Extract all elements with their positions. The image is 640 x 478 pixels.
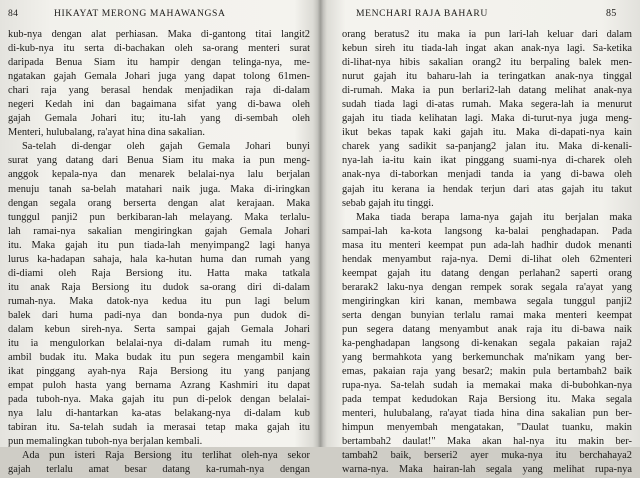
text-line: charek yang sadikit sa-panjang2 jalan itu. Maka di-kenali- xyxy=(342,141,632,153)
text-line: di-lihat-nya hibis sakalian orang2 itu berpaling balek men- xyxy=(342,57,632,69)
text-line: rumah-nya. Maka datok-nya kedua itu pun lagi belum xyxy=(8,295,310,307)
text-line: Menteri, hulubalang, ra'ayat hina dina sakalian. xyxy=(8,127,205,139)
text-line: surat yang datang dari Benua Siam itu maka ia pun meng- xyxy=(8,155,310,167)
text-line: ikat pinggang ayah-nya Raja Bersiong itu yang panjang xyxy=(8,366,310,378)
text-line: emas, pakaian raja yang besar2; makin pula bertambah2 baik xyxy=(342,366,632,378)
text-line: pun memalingkan tuboh-nya berjalan kembali. xyxy=(8,436,203,448)
text-line: yang bermahkota yang berkemunchak ma'nikam yang ber- xyxy=(342,352,632,364)
text-line: dengan segala orang berserta dengan alat kerajaan. Maka xyxy=(8,197,310,209)
text-line: sebab gajah itu tinggi. xyxy=(342,197,434,209)
text-line: balek dari huma padi-nya dan bonda-nya pun dudok di- xyxy=(8,309,310,321)
text-line: tabiran itu. Sa-telah sudah ia merasai tetap maka gajah itu xyxy=(8,422,310,434)
text-line: itu ia mengulorkan belalai-nya di-dalam rumah itu meng- xyxy=(8,338,310,350)
text-line: pun segera datang menyambut anak raja itu di-bawa naik xyxy=(342,323,632,335)
text-line: Sa-telah di-dengar oleh gajah Gemala Johari bunyi xyxy=(22,141,310,153)
text-line: ambil budak itu. Maka budak itu pun segera mengambil kain xyxy=(8,352,310,364)
text-line: chari raja yang berasal hendak menjadikan raja di-dalam xyxy=(8,85,310,97)
left-running-title: HIKAYAT MERONG MAHAWANGSA xyxy=(54,8,226,19)
text-line: empat puloh hasta yang bernama Azrang Kashmiri itu dapat xyxy=(8,380,310,392)
text-line: lurus ka-hadapan sahaja, hala ka-hutan huma dan rumah yang xyxy=(8,253,310,265)
text-line: berarak2 laku-nya dengan rempek sorak segala ra'ayat yang xyxy=(342,281,632,293)
text-line: gajah itu kerana ia hendak terjun dari atas gajah itu takut xyxy=(342,183,632,195)
text-line: bertambah2 daulat!" Maka akan hal-nya itu makin ber- xyxy=(342,436,632,448)
text-line: gajah Gemala Johari itu; itu-lah yang di-sembah oleh xyxy=(8,113,310,125)
text-line: tunggul panji2 pun berkibaran-lah melayang. Maka terlalu- xyxy=(8,211,310,223)
text-line: di-rumah. Maka ia pun berlari2-lah datang melihat anak-nya xyxy=(342,85,632,97)
left-page xyxy=(0,0,320,476)
text-line: orang beratus2 itu maka ia pun lari-lah keluar dari dalam xyxy=(342,29,632,40)
text-line: ngatakan gajah Gemala Johari juga yang dapat tolong 61men- xyxy=(8,71,310,83)
text-line: mengiringkan kiri kanan, membawa segala tunggul panji2 xyxy=(342,295,632,307)
text-line: serta dengan bunyian terlalu ramai maka menteri keempat xyxy=(342,309,632,321)
text-line: nya-lah ia-itu kain ikat pinggang suami-nya di-charek oleh xyxy=(342,155,632,167)
text-line: pada tuboh-nya. Maka gajah itu pun di-pelok dengan belalai- xyxy=(8,394,310,406)
left-page-text xyxy=(8,28,310,478)
text-line: di-diami oleh Raja Bersiong itu. Hatta maka tatkala xyxy=(8,267,310,279)
text-line: daripada Benua Siam itu hampir dengan telinga-nya, me- xyxy=(8,57,310,69)
right-running-title: MENCHARI RAJA BAHARU xyxy=(356,8,488,19)
text-line: nurut gajah itu baharu-lah ia teringatkan anak-nya tinggal xyxy=(342,71,632,83)
text-line: Maka tiada berapa lama-nya gajah itu berjalan maka xyxy=(356,211,632,223)
left-page-number: 84 xyxy=(8,8,19,19)
text-line: negeri Kedah ini dan bagaimana sifat yang di-bawa oleh xyxy=(8,99,310,111)
text-line: keempat gajah itu datang dengan perlahan2 saperti orang xyxy=(342,267,632,279)
text-line: kub-nya dengan alat perhiasan. Maka di-gantong titai langit2 xyxy=(8,29,310,40)
text-line: Ada pun isteri Raja Bersiong itu terlihat oleh-nya sekor xyxy=(22,450,310,462)
text-line: kebun sireh itu tiada-lah ingat akan anak-nya lagi. Sa-ketika xyxy=(342,43,632,55)
text-line: lah ramai-nya sakalian mengiringkan gajah Gemala Johari xyxy=(8,225,310,237)
text-line: pada tempat kedudokan Raja Bersiong itu. Maka segala xyxy=(342,394,632,406)
text-line: gajah itu tiada kelihatan lagi. Maka di-turut-nya juga meng- xyxy=(342,113,632,125)
right-page xyxy=(320,0,640,476)
text-line: itu. Maka gajah itu pun tiada-lah menyimpang2 lagi hanya xyxy=(8,239,310,251)
text-line: gajah terlalu amat besar datang ka-rumah-nya dengan xyxy=(8,464,310,476)
text-line: sampai-lah ka-kota langsong ka-balai penghadapan. Pada xyxy=(342,225,632,237)
text-line: warna-nya. Maka hairan-lah segala yang melihat rupa-nya xyxy=(342,464,632,476)
text-line: hendak menyambut raja-nya. Demi di-lihat oleh 62menteri xyxy=(342,253,632,265)
text-line: anggok kepala-nya dan menarek belalai-nya lalu berjalan xyxy=(8,169,310,181)
right-page-text xyxy=(342,28,632,478)
text-line: sudah tiada lagi di-atas rumah. Maka segera-lah ia menurut xyxy=(342,99,632,111)
text-line: nya lalu di-hantarkan ka-atas belakang-nya di-dalam kub xyxy=(8,408,310,420)
text-line: tambah2 baik, berseri2 ayer muka-nya itu berchahaya2 xyxy=(342,450,632,462)
text-line: menuju tanah sa-belah matahari naik juga. Maka di-iringkan xyxy=(8,183,310,195)
text-line: anak-nya di-taborkan menjadi tanda ia yang di-bawa oleh xyxy=(342,169,632,181)
text-line: himpun menyembah mengatakan, "Daulat tuanku, makin xyxy=(342,422,632,434)
text-line: dalam kebun sireh-nya. Serta sampai gajah Gemala Johari xyxy=(8,323,310,335)
text-line: di-kub-nya itu serta di-bachakan oleh sa-orang menteri surat xyxy=(8,43,310,55)
right-page-number: 85 xyxy=(606,8,617,19)
text-line: rupa-nya. Sa-telah sudah ia memakai maka di-bubohkan-nya xyxy=(342,380,632,392)
text-line: masa itu menteri keempat pun ada-lah hadhir dudok menanti xyxy=(342,239,632,251)
text-line: ka-penghadapan langsong di-kenakan segala pakaian raja2 xyxy=(342,338,632,350)
text-line: menteri, hulubalang, ra'ayat tiada hina dina sakalian pun ber- xyxy=(342,408,632,420)
text-line: ikut bekas tapak kaki gajah itu. Maka di-dapati-nya kain xyxy=(342,127,632,139)
text-line: itu anak Raja Bersiong itu dudok sa-orang diri di-dalam xyxy=(8,281,310,293)
